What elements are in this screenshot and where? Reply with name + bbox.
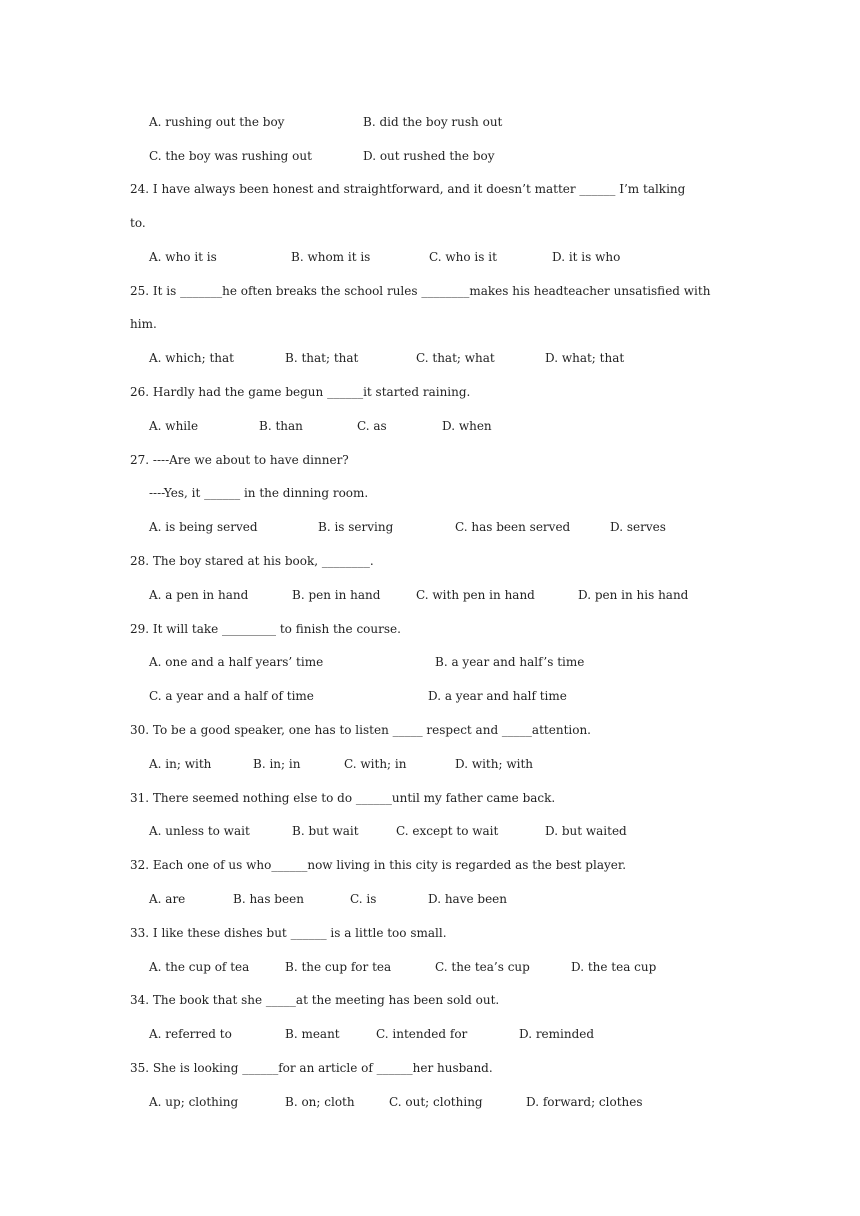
option-35-c: C. out; clothing [389, 1095, 483, 1109]
option-31-a: A. unless to wait [149, 824, 250, 838]
option-31-d: D. but waited [545, 824, 627, 838]
option-32-a: A. are [149, 892, 186, 906]
option-26-d: D. when [442, 419, 492, 433]
option-32-d: D. have been [428, 892, 508, 906]
option-23-d: D. out rushed the boy [363, 149, 495, 163]
question-33-stem: 33. I like these dishes but ______ is a little too small. [130, 926, 447, 940]
option-27-a: A. is being served [149, 520, 258, 534]
option-27-b: B. is serving [318, 520, 394, 534]
option-26-a: A. while [149, 419, 199, 433]
option-34-d: D. reminded [519, 1027, 595, 1041]
option-28-b: B. pen in hand [292, 588, 381, 602]
option-23-c: C. the boy was rushing out [149, 149, 312, 163]
option-23-a: A. rushing out the boy [149, 115, 285, 129]
question-27-stem-reply: ----Yes, it ______ in the dinning room. [149, 486, 369, 500]
option-29-a: A. one and a half years’ time [149, 655, 324, 669]
question-24-stem-cont: to. [130, 216, 146, 230]
option-34-c: C. intended for [376, 1027, 468, 1041]
option-34-a: A. referred to [149, 1027, 232, 1041]
option-23-b: B. did the boy rush out [363, 115, 503, 129]
question-27-stem: 27. ----Are we about to have dinner? [130, 453, 349, 467]
option-32-c: C. is [350, 892, 377, 906]
option-27-c: C. has been served [455, 520, 571, 534]
option-31-c: C. except to wait [396, 824, 499, 838]
option-25-a: A. which; that [149, 351, 234, 365]
option-28-d: D. pen in his hand [578, 588, 689, 602]
question-29-stem: 29. It will take _________ to finish the course. [130, 622, 401, 636]
question-24-stem: 24. I have always been honest and straightforward, and it doesn’t matter ______ I’m talking [130, 182, 686, 196]
option-32-b: B. has been [233, 892, 304, 906]
option-31-b: B. but wait [292, 824, 359, 838]
option-25-b: B. that; that [285, 351, 359, 365]
option-35-a: A. up; clothing [149, 1095, 239, 1109]
option-33-b: B. the cup for tea [285, 960, 392, 974]
option-33-a: A. the cup of tea [149, 960, 250, 974]
option-34-b: B. meant [285, 1027, 340, 1041]
question-25-stem-cont: him. [130, 317, 157, 331]
question-26-stem: 26. Hardly had the game begun ______it started raining. [130, 385, 471, 399]
option-29-c: C. a year and a half of time [149, 689, 314, 703]
question-35-stem: 35. She is looking ______for an article of ______her husband. [130, 1061, 493, 1075]
option-33-c: C. the tea’s cup [435, 960, 530, 974]
question-25-stem: 25. It is _______he often breaks the school rules ________makes his headteacher unsatisfied with [130, 284, 711, 298]
option-24-b: B. whom it is [291, 250, 371, 264]
option-35-d: D. forward; clothes [526, 1095, 643, 1109]
option-26-c: C. as [357, 419, 387, 433]
question-28-stem: 28. The boy stared at his book, ________. [130, 554, 374, 568]
option-29-d: D. a year and half time [428, 689, 567, 703]
option-25-c: C. that; what [416, 351, 495, 365]
question-34-stem: 34. The book that she _____at the meeting has been sold out. [130, 993, 500, 1007]
option-35-b: B. on; cloth [285, 1095, 355, 1109]
question-31-stem: 31. There seemed nothing else to do ______until my father came back. [130, 791, 556, 805]
question-30-stem: 30. To be a good speaker, one has to listen _____ respect and _____attention. [130, 723, 591, 737]
question-32-stem: 32. Each one of us who______now living in this city is regarded as the best player. [130, 858, 627, 872]
option-29-b: B. a year and half’s time [435, 655, 585, 669]
option-26-b: B. than [259, 419, 303, 433]
option-30-d: D. with; with [455, 757, 533, 771]
option-28-c: C. with pen in hand [416, 588, 535, 602]
option-28-a: A. a pen in hand [149, 588, 249, 602]
option-24-d: D. it is who [552, 250, 621, 264]
option-24-c: C. who is it [429, 250, 497, 264]
option-30-a: A. in; with [149, 757, 212, 771]
option-27-d: D. serves [610, 520, 666, 534]
option-30-b: B. in; in [253, 757, 301, 771]
option-25-d: D. what; that [545, 351, 625, 365]
option-24-a: A. who it is [149, 250, 217, 264]
option-33-d: D. the tea cup [571, 960, 657, 974]
option-30-c: C. with; in [344, 757, 407, 771]
